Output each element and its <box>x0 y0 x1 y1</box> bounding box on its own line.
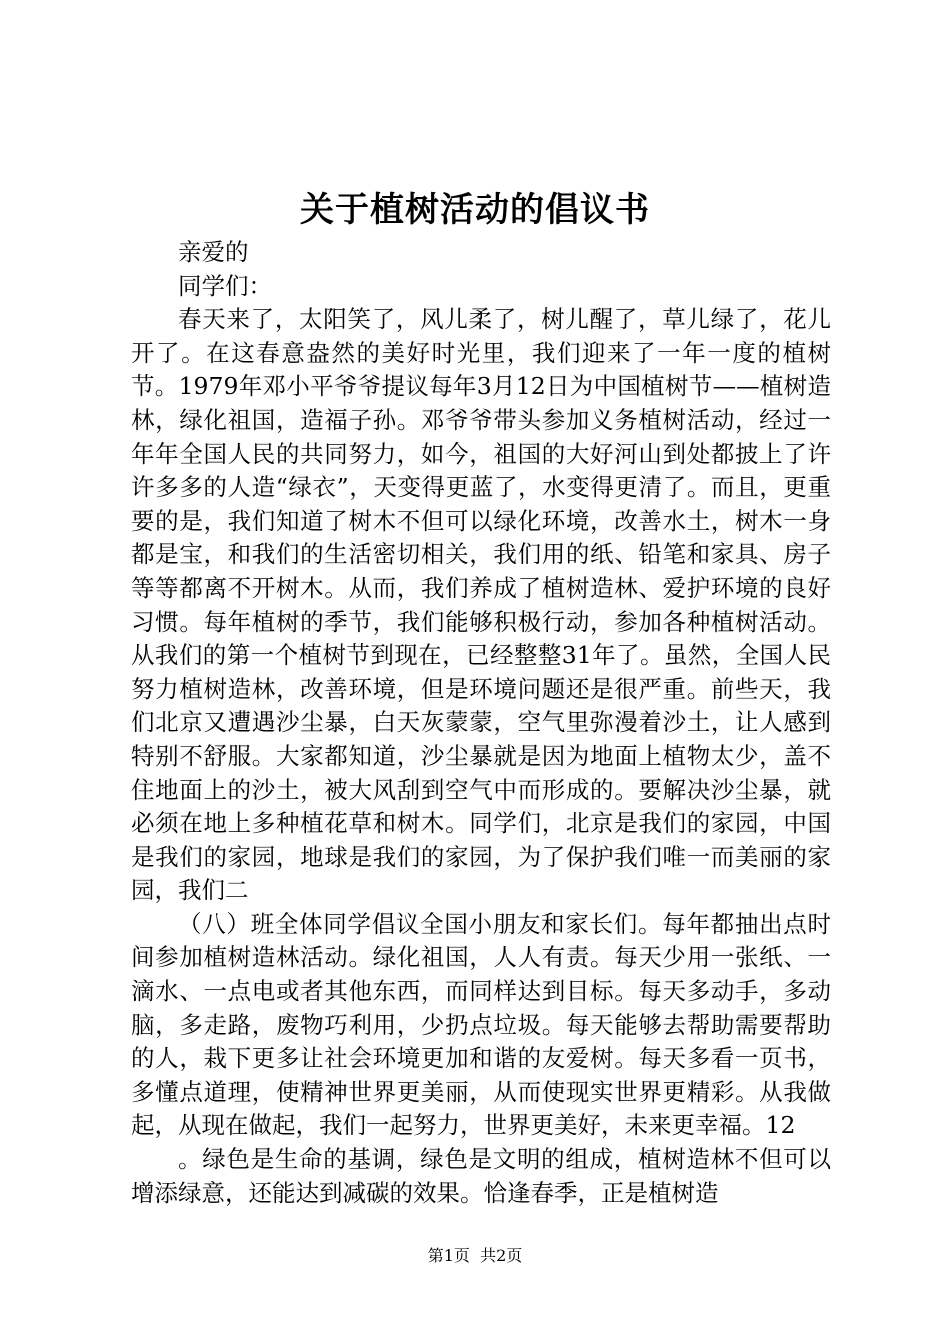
document-body <box>131 236 831 1210</box>
page-title: 关于植树活动的倡议书 <box>300 190 650 230</box>
paragraph-3: 。绿色是生命的基调，绿色是文明的组成，植树造林不但可以增添绿意，还能达到减碳的效果。恰逢春季，正是植树造 <box>131 1145 831 1207</box>
salutation-line-2: 同学们： <box>178 271 272 300</box>
paragraph-1: 春天来了，太阳笑了，风儿柔了，树儿醒了，草儿绿了，花儿开了。在这春意盎然的美好时光里，我们迎来了一年一度的植树节。1979年邓小平爷爷提议每年3月12日为中国植树节——植树造林，绿化祖国，造福子孙。邓爷爷带头参加义务植树活动，经过一年年全国人民的共同努力，如今，祖国的大好河山到处都披上了许许多多的人造“绿衣”，天变得更蓝了，水变得更清了。而且，更重要的是，我们知道了树木不但可以绿化环境，改善水土，树木一身都是宝，和我们的生活密切相关，我们用的纸、铅笔和家具、房子等等都离不开树木。从而，我们养成了植树造林、爱护环境的良好习惯。每年植树的季节，我们能够积极行动，参加各种植树活动。从我们的第一个植树节到现在，已经整整31年了。虽然，全国人民努力植树造林，改善环境，但是环境问题还是很严重。前些天，我们北京又遭遇沙尘暴，白天灰蒙蒙，空气里弥漫着沙土，让人感到特别不舒服。大家都知道，沙尘暴就是因为地面上植物太少，盖不住地面上的沙土，被大风刮到空气中而形成的。要解决沙尘暴，就必须在地上多种植花草和树木。同学们，北京是我们的家园，中国是我们的家园，地球是我们的家园，为了保护我们唯一而美丽的家园，我们二 <box>131 305 831 905</box>
paragraph-2: （八）班全体同学倡议全国小朋友和家长们。每年都抽出点时间参加植树造林活动。绿化祖国，人人有责。每天少用一张纸、一滴水、一点电或者其他东西，而同样达到目标。每天多动手，多动脑，多走路，废物巧利用，少扔点垃圾。每天能够去帮助需要帮助的人，栽下更多让社会环境更加和谐的友爱树。每天多看一页书，多懂点道理，使精神世界更美丽，从而使现实世界更精彩。从我做起，从现在做起，我们一起努力，世界更美好，未来更幸福。12 <box>131 909 831 1140</box>
page-number: 第1页 <box>427 1246 470 1265</box>
footer-spacer <box>470 1246 480 1265</box>
page-footer <box>0 1244 950 1268</box>
salutation-line-1: 亲爱的 <box>178 238 249 266</box>
page-total: 共2页 <box>480 1246 523 1265</box>
